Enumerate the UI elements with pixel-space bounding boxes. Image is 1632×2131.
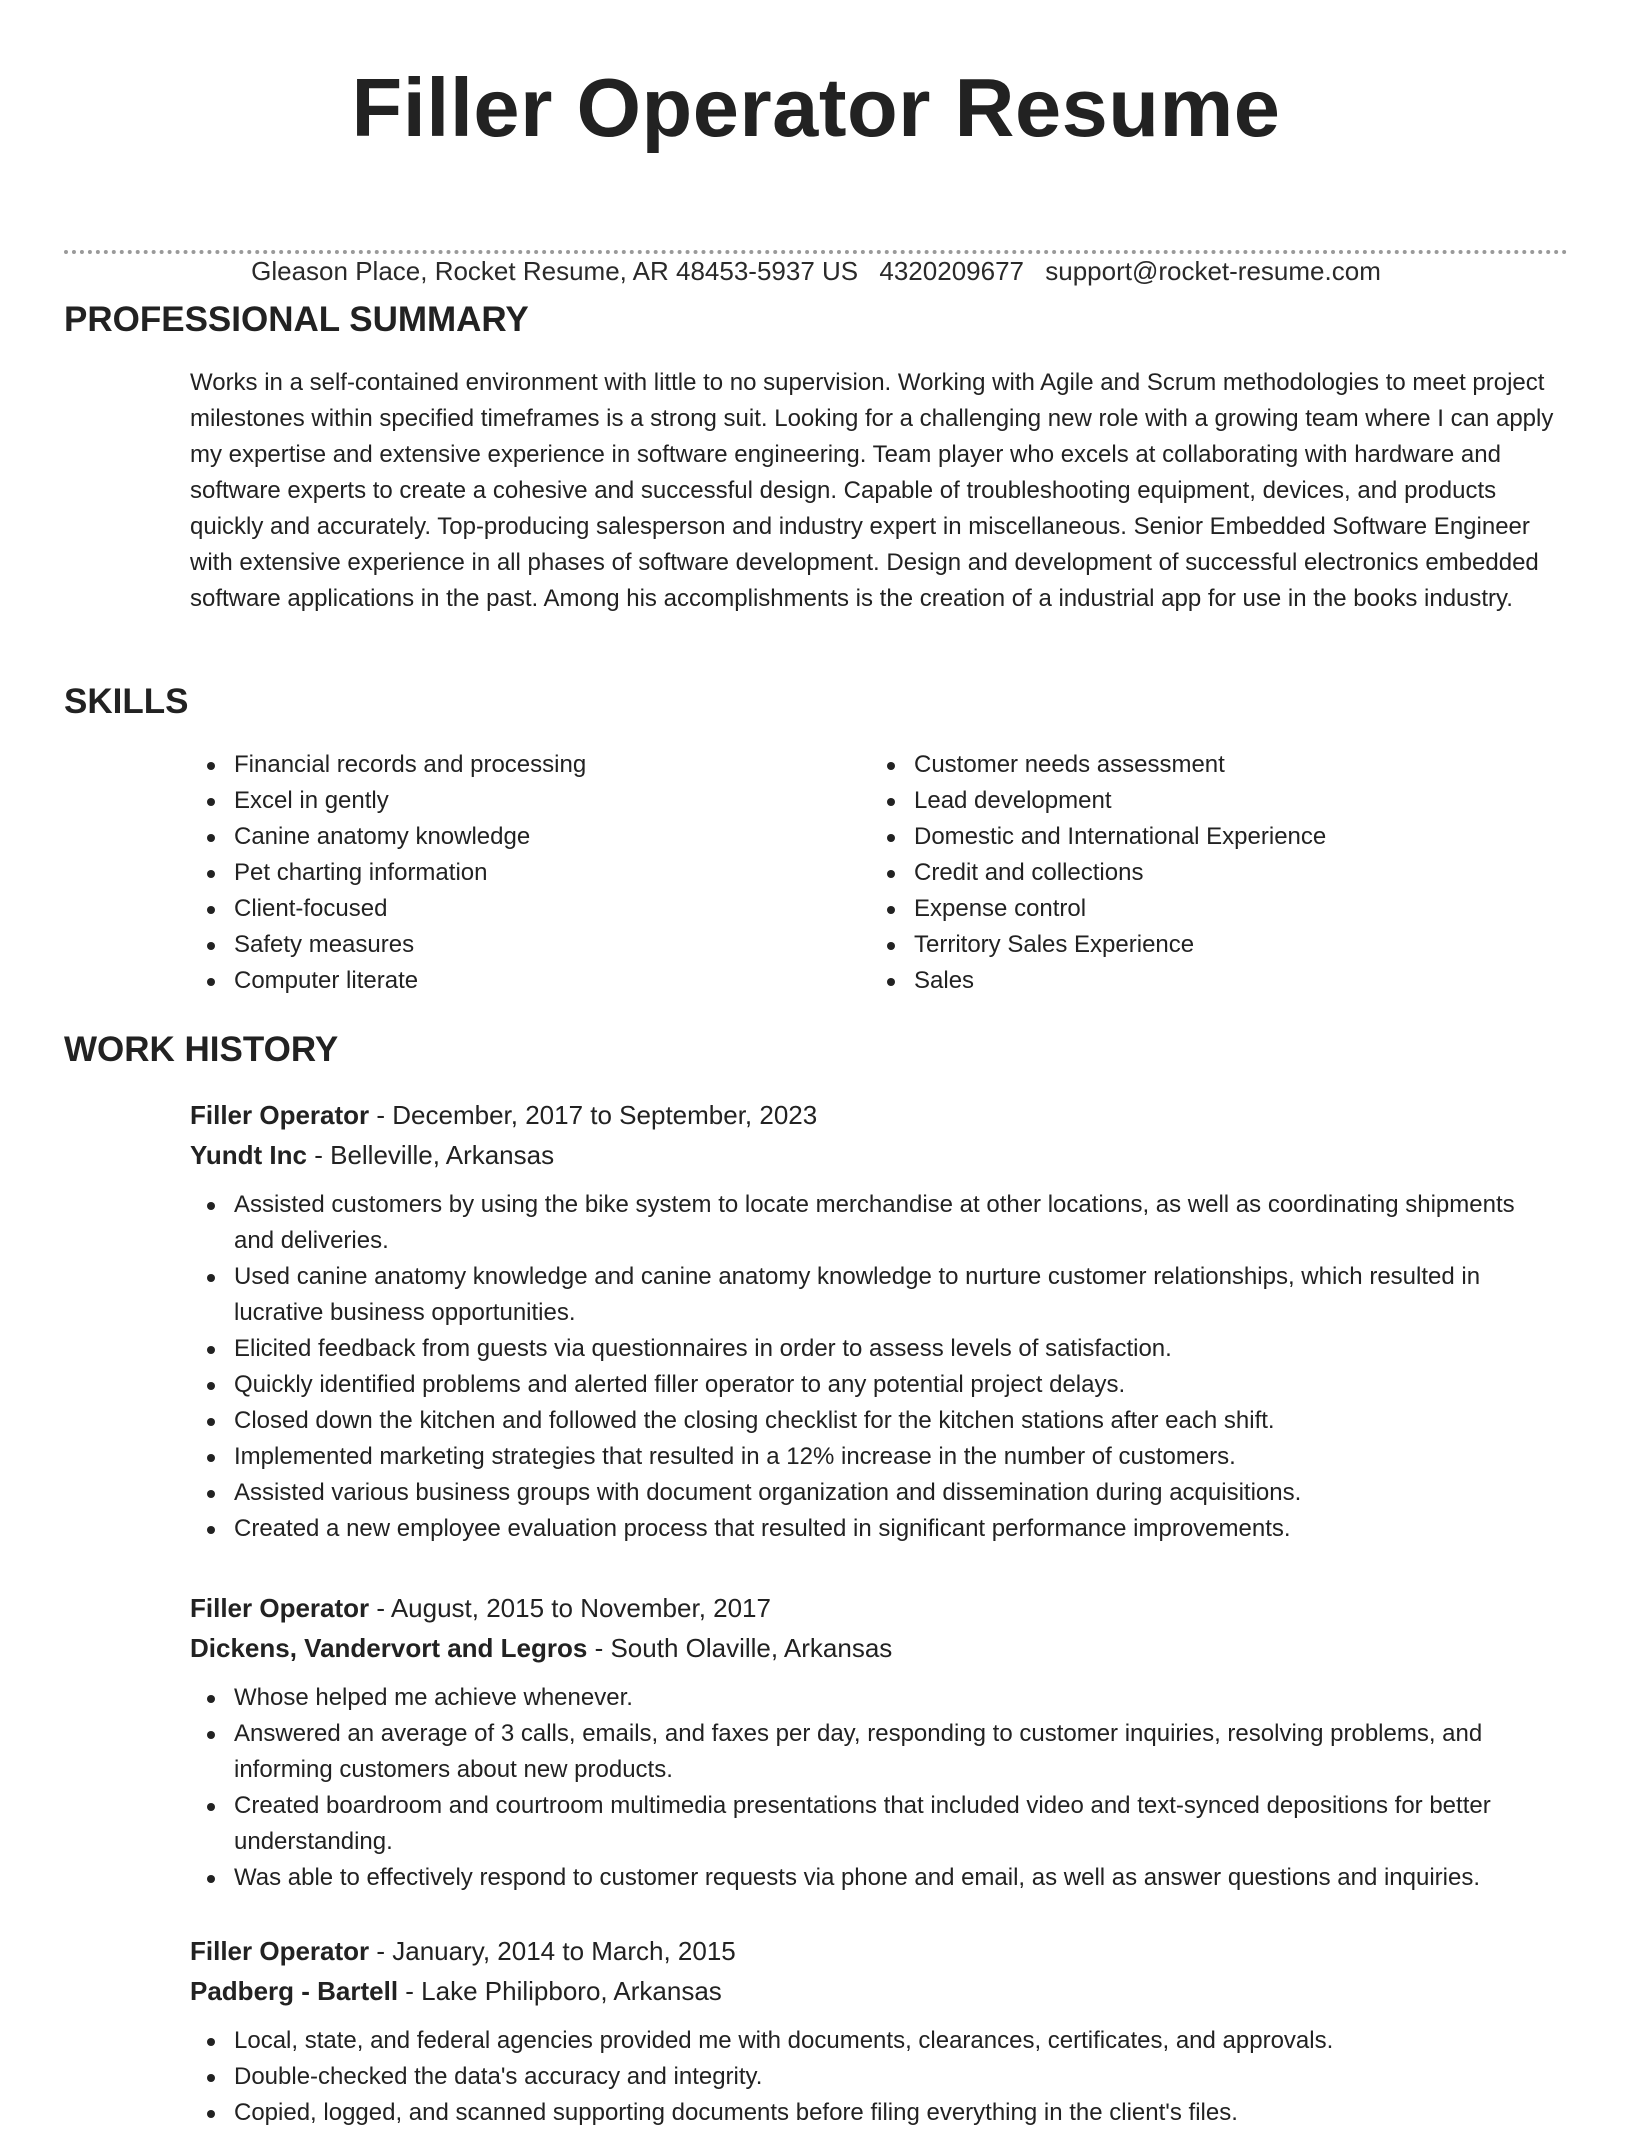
job-bullets: [190, 1187, 1560, 1547]
job-bullet: Assisted customers by using the bike system to locate merchandise at other locations, as well as coordinating shipments and deliveries.: [190, 1187, 1560, 1259]
job-bullets: [190, 1680, 1560, 1896]
skill-item: Expense control: [870, 891, 1550, 927]
job-bullet: Local, state, and federal agencies provided me with documents, clearances, certificates, and approvals.: [190, 2023, 1560, 2059]
job-bullet: Copied, logged, and scanned supporting documents before filing everything in the client's files.: [190, 2095, 1560, 2131]
skill-item: Territory Sales Experience: [870, 927, 1550, 963]
job-bullet: Used canine anatomy knowledge and canine anatomy knowledge to nurture customer relationships, which resulted in lucrative business opportunities.: [190, 1259, 1560, 1331]
job-company-line: [190, 1135, 1560, 1175]
work-history-heading: WORK HISTORY: [64, 1030, 339, 1069]
job-location: - Lake Philipboro, Arkansas: [398, 1976, 722, 2006]
contact-address: Gleason Place, Rocket Resume, AR 48453-5937 US: [251, 256, 859, 286]
job-bullet: Double-checked the data's accuracy and integrity.: [190, 2059, 1560, 2095]
job-title-line: [190, 1931, 1560, 1971]
job-bullet: Answered an average of 3 calls, emails, and faxes per day, responding to customer inquiries, resolving problems, and informing customers about new products.: [190, 1716, 1560, 1788]
job-title: Filler Operator: [190, 1936, 370, 1966]
job-bullet: Assisted various business groups with document organization and dissemination during acquisitions.: [190, 1475, 1560, 1511]
skill-item: Credit and collections: [870, 855, 1550, 891]
job-dates: - December, 2017 to September, 2023: [369, 1100, 818, 1130]
job-company-line: [190, 1971, 1560, 2011]
page-title: Filler Operator Resume: [351, 61, 1281, 154]
contact-email: support@rocket-resume.com: [1045, 256, 1381, 286]
resume-page: [64, 0, 1568, 2126]
skill-item: Financial records and processing: [190, 747, 870, 783]
skill-item: Customer needs assessment: [870, 747, 1550, 783]
job-bullet: Was able to effectively respond to customer requests via phone and email, as well as answer questions and inquiries.: [190, 1860, 1560, 1896]
job-location: - South Olaville, Arkansas: [587, 1633, 893, 1663]
job-bullet: Closed down the kitchen and followed the closing checklist for the kitchen stations after each shift.: [190, 1403, 1560, 1439]
job-bullet: Quickly identified problems and alerted filler operator to any potential project delays.: [190, 1367, 1560, 1403]
job-company: Padberg - Bartell: [190, 1976, 399, 2006]
job-bullets: [190, 2023, 1560, 2131]
contact-phone: 4320209677: [879, 256, 1024, 286]
job-entry: [190, 1931, 1560, 2131]
job-dates: - August, 2015 to November, 2017: [369, 1593, 771, 1623]
job-title-line: [190, 1588, 1560, 1628]
skills-column-right: [870, 747, 1550, 999]
skills-heading: SKILLS: [64, 682, 189, 721]
job-title-line: [190, 1095, 1560, 1135]
job-entry: [190, 1095, 1560, 1547]
skill-item: Sales: [870, 963, 1550, 999]
skill-item: Lead development: [870, 783, 1550, 819]
summary-heading: PROFESSIONAL SUMMARY: [64, 300, 529, 339]
job-bullet: Whose helped me achieve whenever.: [190, 1680, 1560, 1716]
job-title: Filler Operator: [190, 1100, 370, 1130]
contact-line: [64, 254, 1568, 288]
skills-column-left: [190, 747, 870, 999]
job-bullet: Elicited feedback from guests via questionnaires in order to assess levels of satisfaction.: [190, 1331, 1560, 1367]
header-divider: [64, 250, 1568, 254]
skill-item: Domestic and International Experience: [870, 819, 1550, 855]
job-company: Yundt Inc: [190, 1140, 307, 1170]
job-bullet: Created a new employee evaluation process that resulted in significant performance improvements.: [190, 1511, 1560, 1547]
skill-item: Canine anatomy knowledge: [190, 819, 870, 855]
skill-item: Pet charting information: [190, 855, 870, 891]
job-location: - Belleville, Arkansas: [307, 1140, 555, 1170]
job-bullet: Created boardroom and courtroom multimedia presentations that included video and text-synced depositions for better understanding.: [190, 1788, 1560, 1860]
job-company: Dickens, Vandervort and Legros: [190, 1633, 588, 1663]
skill-item: Excel in gently: [190, 783, 870, 819]
skill-item: Safety measures: [190, 927, 870, 963]
job-company-line: [190, 1628, 1560, 1668]
skill-item: Client-focused: [190, 891, 870, 927]
job-title: Filler Operator: [190, 1593, 370, 1623]
summary-text: Works in a self-contained environment with little to no supervision. Working with Agile and Scrum methodologies to meet project milestones within specified timeframes is a strong suit. Looking for a challenging new role with a growing team where I can apply my expertise and extensive experience in software engineering. Team player who excels at collaborating with hardware and software experts to create a cohesive and successful design. Capable of troubleshooting equipment, devices, and products quickly and accurately. Top-producing salesperson and industry expert in miscellaneous. Senior Embedded Software Engineer with extensive experience in all phases of software development. Design and development of successful electronics embedded software applications in the past. Among his accomplishments is the creation of a industrial app for use in the books industry.: [190, 369, 1554, 612]
job-bullet: Implemented marketing strategies that resulted in a 12% increase in the number of customers.: [190, 1439, 1560, 1475]
job-entry: [190, 1588, 1560, 1896]
skill-item: Computer literate: [190, 963, 870, 999]
skills-list: [190, 747, 1560, 999]
job-dates: - January, 2014 to March, 2015: [369, 1936, 736, 1966]
